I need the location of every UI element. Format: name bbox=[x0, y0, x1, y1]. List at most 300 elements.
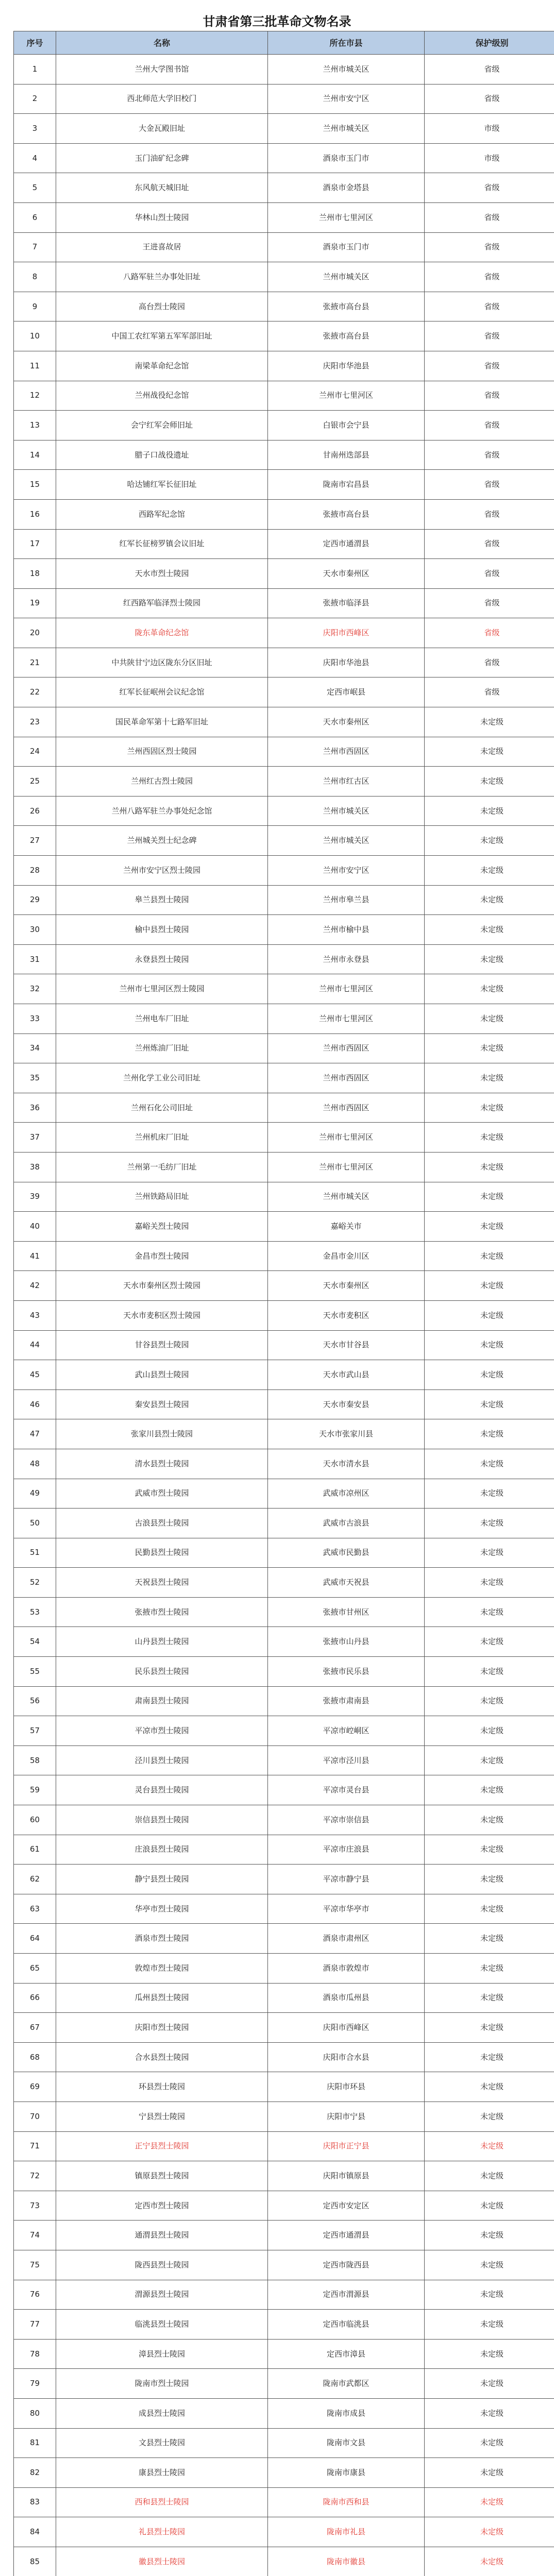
name-cell: 通渭县烈士陵园 bbox=[56, 2221, 268, 2250]
location-cell: 酒泉市瓜州县 bbox=[268, 1983, 425, 2013]
name-cell: 庄浪县烈士陵园 bbox=[56, 1835, 268, 1865]
table-row bbox=[14, 262, 554, 292]
level-cell: 未定级 bbox=[425, 2072, 554, 2102]
location-cell: 兰州市七里河区 bbox=[268, 1152, 425, 1182]
table-row bbox=[14, 1389, 554, 1419]
seq-cell: 65 bbox=[14, 1954, 56, 1984]
location-cell: 嘉峪关市 bbox=[268, 1212, 425, 1242]
name-cell: 红西路军临泽烈士陵园 bbox=[56, 588, 268, 618]
seq-cell: 53 bbox=[14, 1597, 56, 1627]
seq-cell: 61 bbox=[14, 1835, 56, 1865]
table-row bbox=[14, 1152, 554, 1182]
level-cell: 省级 bbox=[425, 529, 554, 559]
location-cell: 武威市民勤县 bbox=[268, 1538, 425, 1568]
header-protection-level: 保护级别 bbox=[425, 31, 554, 55]
location-cell: 庆阳市镇原县 bbox=[268, 2161, 425, 2191]
seq-cell: 59 bbox=[14, 1775, 56, 1805]
name-cell: 崇信县烈士陵园 bbox=[56, 1805, 268, 1835]
level-cell: 省级 bbox=[425, 262, 554, 292]
level-cell: 省级 bbox=[425, 648, 554, 677]
level-cell: 未定级 bbox=[425, 1775, 554, 1805]
location-cell: 平凉市崆峒区 bbox=[268, 1716, 425, 1746]
level-cell: 省级 bbox=[425, 321, 554, 351]
table-row bbox=[14, 499, 554, 529]
location-cell: 兰州市红古区 bbox=[268, 767, 425, 796]
seq-cell: 49 bbox=[14, 1479, 56, 1509]
level-cell: 省级 bbox=[425, 351, 554, 381]
location-cell: 定西市临洮县 bbox=[268, 2310, 425, 2340]
seq-cell: 14 bbox=[14, 440, 56, 470]
name-cell: 宁县烈士陵园 bbox=[56, 2102, 268, 2131]
table-row bbox=[14, 2517, 554, 2547]
name-cell: 八路军驻兰办事处旧址 bbox=[56, 262, 268, 292]
location-cell: 天水市秦州区 bbox=[268, 559, 425, 589]
level-cell: 未定级 bbox=[425, 2339, 554, 2369]
table-row bbox=[14, 885, 554, 915]
table-row bbox=[14, 2487, 554, 2517]
seq-cell: 23 bbox=[14, 707, 56, 737]
table-row bbox=[14, 1835, 554, 1865]
seq-cell: 22 bbox=[14, 677, 56, 707]
level-cell: 省级 bbox=[425, 470, 554, 500]
location-cell: 兰州市城关区 bbox=[268, 114, 425, 144]
level-cell: 省级 bbox=[425, 588, 554, 618]
level-cell: 省级 bbox=[425, 202, 554, 232]
level-cell: 未定级 bbox=[425, 1033, 554, 1063]
level-cell: 未定级 bbox=[425, 2191, 554, 2221]
seq-cell: 31 bbox=[14, 944, 56, 974]
name-cell: 兰州市安宁区烈士陵园 bbox=[56, 856, 268, 886]
seq-cell: 16 bbox=[14, 499, 56, 529]
location-cell: 庆阳市华池县 bbox=[268, 351, 425, 381]
location-cell: 兰州市西固区 bbox=[268, 1033, 425, 1063]
name-cell: 平凉市烈士陵园 bbox=[56, 1716, 268, 1746]
table-row bbox=[14, 1419, 554, 1449]
level-cell: 未定级 bbox=[425, 2280, 554, 2310]
seq-cell: 2 bbox=[14, 84, 56, 114]
level-cell: 未定级 bbox=[425, 2161, 554, 2191]
table-row bbox=[14, 767, 554, 796]
location-cell: 酒泉市肃州区 bbox=[268, 1924, 425, 1954]
seq-cell: 56 bbox=[14, 1686, 56, 1716]
name-cell: 陇东革命纪念馆 bbox=[56, 618, 268, 648]
location-cell: 兰州市七里河区 bbox=[268, 1123, 425, 1153]
seq-cell: 46 bbox=[14, 1389, 56, 1419]
name-cell: 天水市麦积区烈士陵园 bbox=[56, 1300, 268, 1330]
level-cell: 未定级 bbox=[425, 2250, 554, 2280]
seq-cell: 77 bbox=[14, 2310, 56, 2340]
level-cell: 未定级 bbox=[425, 1093, 554, 1123]
location-cell: 酒泉市敦煌市 bbox=[268, 1954, 425, 1984]
name-cell: 瓜州县烈士陵园 bbox=[56, 1983, 268, 2013]
location-cell: 酒泉市金塔县 bbox=[268, 173, 425, 203]
name-cell: 金昌市烈士陵园 bbox=[56, 1241, 268, 1271]
seq-cell: 10 bbox=[14, 321, 56, 351]
seq-cell: 72 bbox=[14, 2161, 56, 2191]
table-row bbox=[14, 1686, 554, 1716]
table-row bbox=[14, 2161, 554, 2191]
seq-cell: 13 bbox=[14, 411, 56, 440]
name-cell: 西北师范大学旧校门 bbox=[56, 84, 268, 114]
table-row bbox=[14, 588, 554, 618]
table-row bbox=[14, 1805, 554, 1835]
table-row bbox=[14, 2458, 554, 2488]
level-cell: 省级 bbox=[425, 173, 554, 203]
header-name: 名称 bbox=[56, 31, 268, 55]
seq-cell: 8 bbox=[14, 262, 56, 292]
location-cell: 庆阳市环县 bbox=[268, 2072, 425, 2102]
table-row bbox=[14, 2221, 554, 2250]
table-row bbox=[14, 1004, 554, 1034]
location-cell: 天水市清水县 bbox=[268, 1449, 425, 1479]
location-cell: 陇南市康县 bbox=[268, 2458, 425, 2488]
name-cell: 兰州机床厂旧址 bbox=[56, 1123, 268, 1153]
location-cell: 平凉市崇信县 bbox=[268, 1805, 425, 1835]
name-cell: 天水市秦州区烈士陵园 bbox=[56, 1271, 268, 1301]
level-cell: 未定级 bbox=[425, 2547, 554, 2576]
level-cell: 未定级 bbox=[425, 2131, 554, 2161]
table-row bbox=[14, 114, 554, 144]
name-cell: 华林山烈士陵园 bbox=[56, 202, 268, 232]
name-cell: 陇南市烈士陵园 bbox=[56, 2369, 268, 2399]
level-cell: 未定级 bbox=[425, 1509, 554, 1538]
location-cell: 兰州市榆中县 bbox=[268, 915, 425, 945]
location-cell: 金昌市金川区 bbox=[268, 1241, 425, 1271]
table-row bbox=[14, 381, 554, 411]
level-cell: 未定级 bbox=[425, 2310, 554, 2340]
location-cell: 张掖市高台县 bbox=[268, 321, 425, 351]
name-cell: 古浪县烈士陵园 bbox=[56, 1509, 268, 1538]
name-cell: 兰州第一毛纺厂旧址 bbox=[56, 1152, 268, 1182]
table-row bbox=[14, 440, 554, 470]
name-cell: 兰州电车厂旧址 bbox=[56, 1004, 268, 1034]
seq-cell: 81 bbox=[14, 2428, 56, 2458]
level-cell: 未定级 bbox=[425, 856, 554, 886]
seq-cell: 74 bbox=[14, 2221, 56, 2250]
location-cell: 庆阳市西峰区 bbox=[268, 618, 425, 648]
location-cell: 兰州市安宁区 bbox=[268, 856, 425, 886]
location-cell: 天水市秦州区 bbox=[268, 1271, 425, 1301]
table-row bbox=[14, 1657, 554, 1687]
seq-cell: 30 bbox=[14, 915, 56, 945]
table-row bbox=[14, 1983, 554, 2013]
seq-cell: 79 bbox=[14, 2369, 56, 2399]
name-cell: 合水县烈士陵园 bbox=[56, 2042, 268, 2072]
location-cell: 兰州市西固区 bbox=[268, 1093, 425, 1123]
level-cell: 未定级 bbox=[425, 1568, 554, 1598]
seq-cell: 34 bbox=[14, 1033, 56, 1063]
table-row bbox=[14, 1716, 554, 1746]
level-cell: 未定级 bbox=[425, 1745, 554, 1775]
table-row bbox=[14, 707, 554, 737]
name-cell: 文县烈士陵园 bbox=[56, 2428, 268, 2458]
name-cell: 中国工农红军第五军军部旧址 bbox=[56, 321, 268, 351]
location-cell: 张掖市临泽县 bbox=[268, 588, 425, 618]
location-cell: 张掖市甘州区 bbox=[268, 1597, 425, 1627]
seq-cell: 42 bbox=[14, 1271, 56, 1301]
table-row bbox=[14, 2547, 554, 2576]
name-cell: 武山县烈士陵园 bbox=[56, 1360, 268, 1390]
seq-cell: 51 bbox=[14, 1538, 56, 1568]
seq-cell: 63 bbox=[14, 1894, 56, 1924]
name-cell: 张掖市烈士陵园 bbox=[56, 1597, 268, 1627]
location-cell: 庆阳市宁县 bbox=[268, 2102, 425, 2131]
name-cell: 腊子口战役遗址 bbox=[56, 440, 268, 470]
level-cell: 未定级 bbox=[425, 1271, 554, 1301]
table-row bbox=[14, 2339, 554, 2369]
location-cell: 定西市通渭县 bbox=[268, 529, 425, 559]
name-cell: 兰州石化公司旧址 bbox=[56, 1093, 268, 1123]
location-cell: 庆阳市华池县 bbox=[268, 648, 425, 677]
table-row bbox=[14, 944, 554, 974]
seq-cell: 6 bbox=[14, 202, 56, 232]
level-cell: 未定级 bbox=[425, 974, 554, 1004]
location-cell: 酒泉市玉门市 bbox=[268, 143, 425, 173]
location-cell: 武威市古浪县 bbox=[268, 1509, 425, 1538]
table-row bbox=[14, 1449, 554, 1479]
header-location: 所在市县 bbox=[268, 31, 425, 55]
location-cell: 兰州市皋兰县 bbox=[268, 885, 425, 915]
level-cell: 未定级 bbox=[425, 2398, 554, 2428]
name-cell: 山丹县烈士陵园 bbox=[56, 1627, 268, 1657]
seq-cell: 84 bbox=[14, 2517, 56, 2547]
location-cell: 天水市甘谷县 bbox=[268, 1330, 425, 1360]
seq-cell: 44 bbox=[14, 1330, 56, 1360]
location-cell: 庆阳市西峰区 bbox=[268, 2013, 425, 2043]
location-cell: 定西市渭源县 bbox=[268, 2280, 425, 2310]
seq-cell: 9 bbox=[14, 292, 56, 321]
level-cell: 未定级 bbox=[425, 1182, 554, 1212]
name-cell: 兰州大学图书馆 bbox=[56, 55, 268, 84]
level-cell: 未定级 bbox=[425, 885, 554, 915]
location-cell: 兰州市安宁区 bbox=[268, 84, 425, 114]
seq-cell: 82 bbox=[14, 2458, 56, 2488]
level-cell: 未定级 bbox=[425, 944, 554, 974]
level-cell: 省级 bbox=[425, 559, 554, 589]
location-cell: 陇南市徽县 bbox=[268, 2547, 425, 2576]
seq-cell: 54 bbox=[14, 1627, 56, 1657]
table-row bbox=[14, 143, 554, 173]
location-cell: 兰州市城关区 bbox=[268, 826, 425, 856]
name-cell: 秦安县烈士陵园 bbox=[56, 1389, 268, 1419]
location-cell: 张掖市民乐县 bbox=[268, 1657, 425, 1687]
level-cell: 省级 bbox=[425, 55, 554, 84]
location-cell: 兰州市西固区 bbox=[268, 1063, 425, 1093]
location-cell: 定西市安定区 bbox=[268, 2191, 425, 2221]
level-cell: 未定级 bbox=[425, 1389, 554, 1419]
location-cell: 天水市秦州区 bbox=[268, 707, 425, 737]
name-cell: 酒泉市烈士陵园 bbox=[56, 1924, 268, 1954]
level-cell: 未定级 bbox=[425, 796, 554, 826]
level-cell: 未定级 bbox=[425, 2102, 554, 2131]
location-cell: 定西市陇西县 bbox=[268, 2250, 425, 2280]
name-cell: 成县烈士陵园 bbox=[56, 2398, 268, 2428]
seq-cell: 40 bbox=[14, 1212, 56, 1242]
seq-cell: 18 bbox=[14, 559, 56, 589]
table-row bbox=[14, 411, 554, 440]
level-cell: 未定级 bbox=[425, 1865, 554, 1894]
table-row bbox=[14, 2013, 554, 2043]
name-cell: 东风航天城旧址 bbox=[56, 173, 268, 203]
level-cell: 省级 bbox=[425, 677, 554, 707]
location-cell: 兰州市城关区 bbox=[268, 55, 425, 84]
name-cell: 徽县烈士陵园 bbox=[56, 2547, 268, 2576]
name-cell: 礼县烈士陵园 bbox=[56, 2517, 268, 2547]
location-cell: 庆阳市合水县 bbox=[268, 2042, 425, 2072]
name-cell: 国民革命军第十七路军旧址 bbox=[56, 707, 268, 737]
level-cell: 未定级 bbox=[425, 1954, 554, 1984]
level-cell: 未定级 bbox=[425, 2369, 554, 2399]
level-cell: 省级 bbox=[425, 232, 554, 262]
level-cell: 未定级 bbox=[425, 1716, 554, 1746]
table-row bbox=[14, 677, 554, 707]
table-row bbox=[14, 2369, 554, 2399]
name-cell: 清水县烈士陵园 bbox=[56, 1449, 268, 1479]
location-cell: 平凉市华亭市 bbox=[268, 1894, 425, 1924]
table-row bbox=[14, 232, 554, 262]
seq-cell: 73 bbox=[14, 2191, 56, 2221]
table-row bbox=[14, 1063, 554, 1093]
name-cell: 康县烈士陵园 bbox=[56, 2458, 268, 2488]
table-row bbox=[14, 1479, 554, 1509]
level-cell: 未定级 bbox=[425, 1212, 554, 1242]
level-cell: 未定级 bbox=[425, 707, 554, 737]
table-row bbox=[14, 974, 554, 1004]
level-cell: 未定级 bbox=[425, 1449, 554, 1479]
seq-cell: 47 bbox=[14, 1419, 56, 1449]
relic-table bbox=[13, 31, 554, 2576]
table-row bbox=[14, 618, 554, 648]
location-cell: 定西市通渭县 bbox=[268, 2221, 425, 2250]
name-cell: 武威市烈士陵园 bbox=[56, 1479, 268, 1509]
level-cell: 省级 bbox=[425, 411, 554, 440]
name-cell: 兰州西固区烈士陵园 bbox=[56, 737, 268, 767]
level-cell: 省级 bbox=[425, 440, 554, 470]
location-cell: 武威市天祝县 bbox=[268, 1568, 425, 1598]
seq-cell: 3 bbox=[14, 114, 56, 144]
seq-cell: 29 bbox=[14, 885, 56, 915]
seq-cell: 58 bbox=[14, 1745, 56, 1775]
table-row bbox=[14, 1123, 554, 1153]
name-cell: 华亭市烈士陵园 bbox=[56, 1894, 268, 1924]
location-cell: 兰州市城关区 bbox=[268, 262, 425, 292]
location-cell: 陇南市成县 bbox=[268, 2398, 425, 2428]
name-cell: 兰州市七里河区烈士陵园 bbox=[56, 974, 268, 1004]
level-cell: 未定级 bbox=[425, 1152, 554, 1182]
table-row bbox=[14, 559, 554, 589]
seq-cell: 76 bbox=[14, 2280, 56, 2310]
table-row bbox=[14, 321, 554, 351]
name-cell: 西路军纪念馆 bbox=[56, 499, 268, 529]
table-row bbox=[14, 1033, 554, 1063]
level-cell: 市级 bbox=[425, 143, 554, 173]
location-cell: 兰州市城关区 bbox=[268, 796, 425, 826]
location-cell: 张掖市肃南县 bbox=[268, 1686, 425, 1716]
seq-cell: 25 bbox=[14, 767, 56, 796]
name-cell: 泾川县烈士陵园 bbox=[56, 1745, 268, 1775]
location-cell: 甘南州迭部县 bbox=[268, 440, 425, 470]
location-cell: 兰州市七里河区 bbox=[268, 974, 425, 1004]
table-body bbox=[14, 55, 554, 2576]
name-cell: 会宁红军会师旧址 bbox=[56, 411, 268, 440]
seq-cell: 75 bbox=[14, 2250, 56, 2280]
name-cell: 镇原县烈士陵园 bbox=[56, 2161, 268, 2191]
location-cell: 兰州市西固区 bbox=[268, 737, 425, 767]
level-cell: 未定级 bbox=[425, 1004, 554, 1034]
seq-cell: 17 bbox=[14, 529, 56, 559]
table-row bbox=[14, 1509, 554, 1538]
name-cell: 兰州战役纪念馆 bbox=[56, 381, 268, 411]
level-cell: 未定级 bbox=[425, 1241, 554, 1271]
header-seq: 序号 bbox=[14, 31, 56, 55]
table-row bbox=[14, 1182, 554, 1212]
table-row bbox=[14, 1894, 554, 1924]
seq-cell: 60 bbox=[14, 1805, 56, 1835]
level-cell: 未定级 bbox=[425, 1894, 554, 1924]
name-cell: 兰州铁路局旧址 bbox=[56, 1182, 268, 1212]
location-cell: 白银市会宁县 bbox=[268, 411, 425, 440]
seq-cell: 5 bbox=[14, 173, 56, 203]
table-row bbox=[14, 1300, 554, 1330]
seq-cell: 43 bbox=[14, 1300, 56, 1330]
table-row bbox=[14, 2072, 554, 2102]
table-row bbox=[14, 1924, 554, 1954]
seq-cell: 26 bbox=[14, 796, 56, 826]
level-cell: 未定级 bbox=[425, 1627, 554, 1657]
name-cell: 大金瓦殿旧址 bbox=[56, 114, 268, 144]
seq-cell: 83 bbox=[14, 2487, 56, 2517]
name-cell: 兰州红古烈士陵园 bbox=[56, 767, 268, 796]
name-cell: 张家川县烈士陵园 bbox=[56, 1419, 268, 1449]
level-cell: 未定级 bbox=[425, 915, 554, 945]
table-row bbox=[14, 1627, 554, 1657]
name-cell: 兰州炼油厂旧址 bbox=[56, 1033, 268, 1063]
table-row bbox=[14, 1745, 554, 1775]
seq-cell: 67 bbox=[14, 2013, 56, 2043]
table-row bbox=[14, 1538, 554, 1568]
level-cell: 未定级 bbox=[425, 1538, 554, 1568]
location-cell: 平凉市灵台县 bbox=[268, 1775, 425, 1805]
table-row bbox=[14, 1568, 554, 1598]
name-cell: 灵台县烈士陵园 bbox=[56, 1775, 268, 1805]
name-cell: 兰州八路军驻兰办事处纪念馆 bbox=[56, 796, 268, 826]
location-cell: 平凉市泾川县 bbox=[268, 1745, 425, 1775]
table-row bbox=[14, 2250, 554, 2280]
location-cell: 陇南市礼县 bbox=[268, 2517, 425, 2547]
location-cell: 张掖市高台县 bbox=[268, 292, 425, 321]
table-row bbox=[14, 796, 554, 826]
level-cell: 省级 bbox=[425, 381, 554, 411]
name-cell: 天祝县烈士陵园 bbox=[56, 1568, 268, 1598]
name-cell: 民乐县烈士陵园 bbox=[56, 1657, 268, 1687]
location-cell: 陇南市武都区 bbox=[268, 2369, 425, 2399]
name-cell: 静宁县烈士陵园 bbox=[56, 1865, 268, 1894]
level-cell: 省级 bbox=[425, 499, 554, 529]
table-row bbox=[14, 1271, 554, 1301]
seq-cell: 20 bbox=[14, 618, 56, 648]
location-cell: 陇南市宕昌县 bbox=[268, 470, 425, 500]
table-row bbox=[14, 826, 554, 856]
table-row bbox=[14, 1241, 554, 1271]
table-row bbox=[14, 1597, 554, 1627]
seq-cell: 78 bbox=[14, 2339, 56, 2369]
name-cell: 渭源县烈士陵园 bbox=[56, 2280, 268, 2310]
location-cell: 张掖市高台县 bbox=[268, 499, 425, 529]
seq-cell: 27 bbox=[14, 826, 56, 856]
seq-cell: 69 bbox=[14, 2072, 56, 2102]
name-cell: 临洮县烈士陵园 bbox=[56, 2310, 268, 2340]
location-cell: 庆阳市正宁县 bbox=[268, 2131, 425, 2161]
